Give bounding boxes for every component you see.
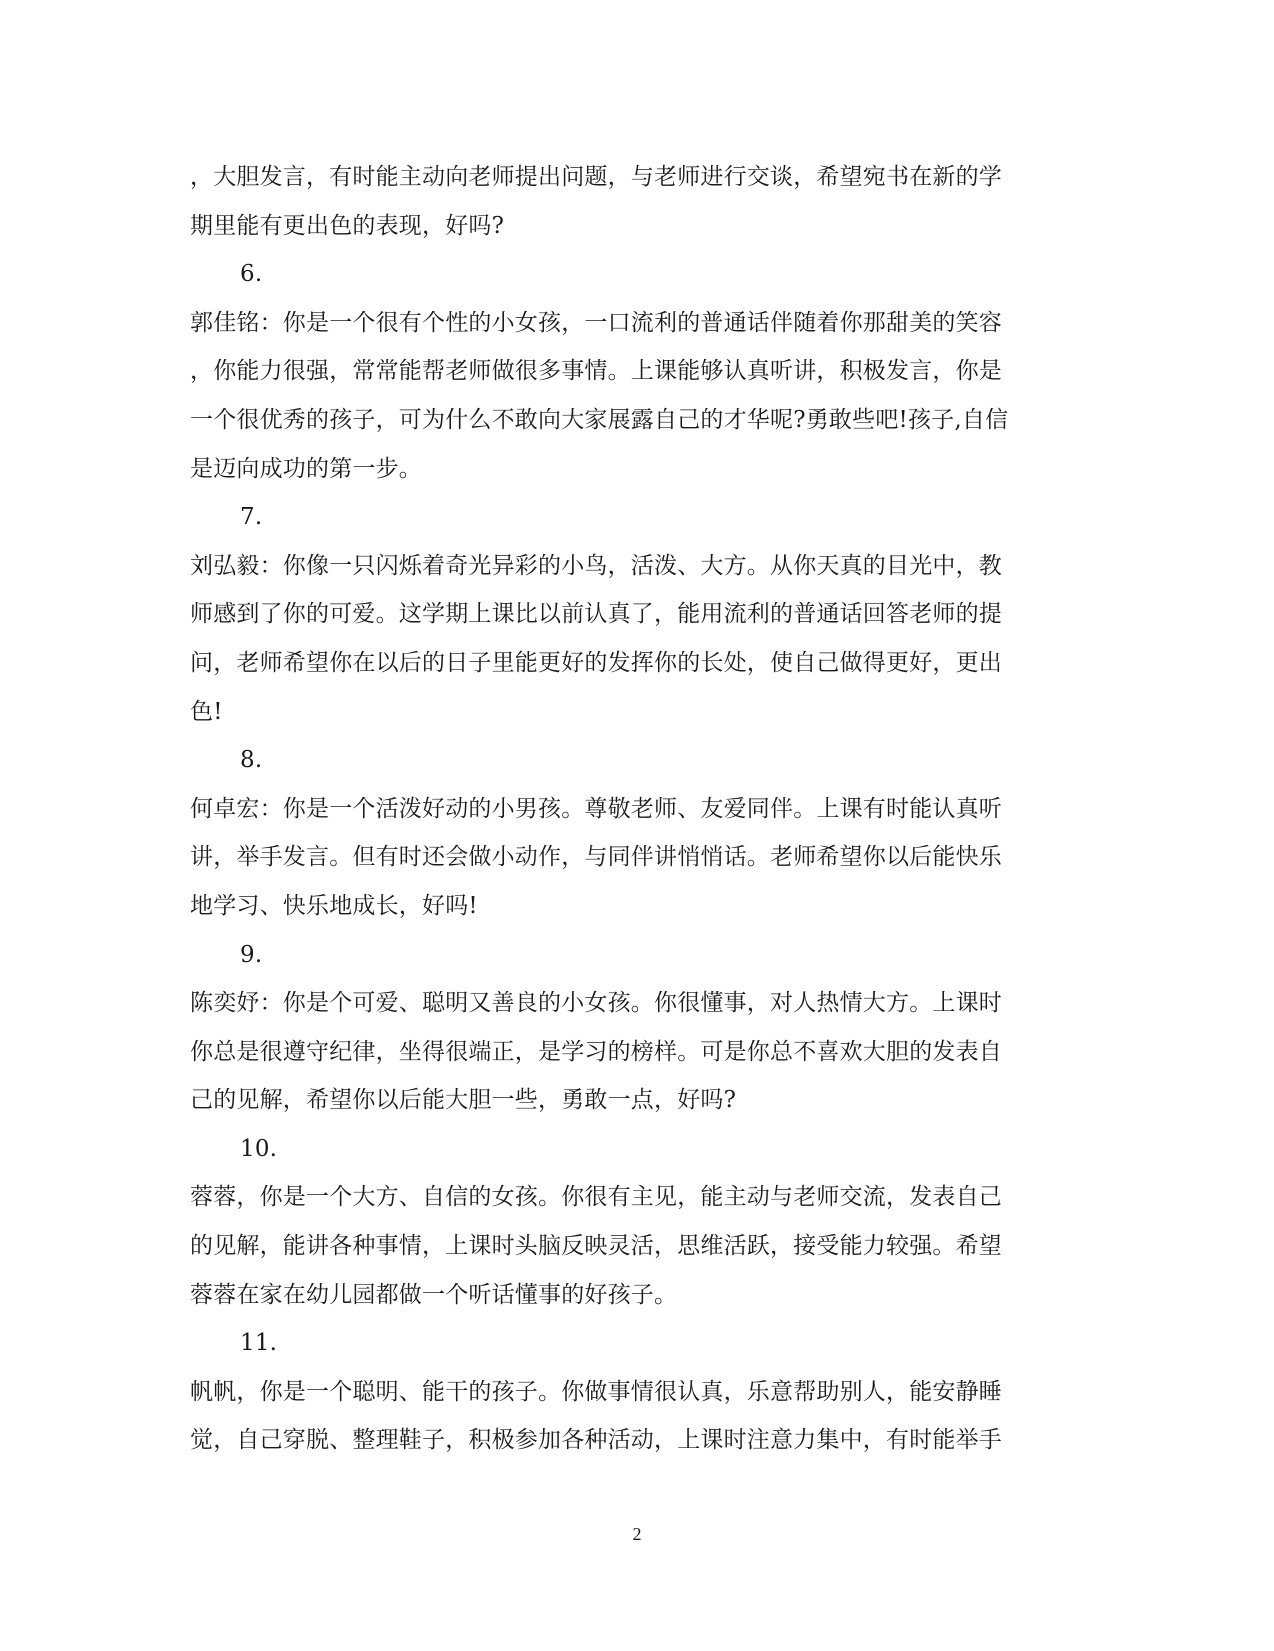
text-line: 问，老师希望你在以后的日子里能更好的发挥你的长处，使自己做得更好，更出: [190, 649, 1002, 676]
text-line: 帆帆，你是一个聪明、能干的孩子。你做事情很认真，乐意帮助别人，能安静睡: [190, 1378, 1002, 1405]
item-number: 10.: [240, 1135, 278, 1162]
text-line: 期里能有更出色的表现，好吗?: [190, 212, 505, 239]
document-body: [190, 153, 1080, 1465]
page-number: 2: [632, 1524, 642, 1544]
text-line: 你总是很遵守纪律，坐得很端正，是学习的榜样。可是你总不喜欢大胆的发表自: [190, 1038, 1002, 1065]
text-line: ，你能力很强，常常能帮老师做很多事情。上课能够认真听讲，积极发言，你是: [190, 358, 1002, 385]
text-line: 己的见解，希望你以后能大胆一些，勇敢一点，好吗?: [190, 1087, 737, 1114]
text-line: 蓉蓉在家在幼儿园都做一个听话懂事的好孩子。: [190, 1281, 678, 1308]
text-line: 的见解，能讲各种事情，上课时头脑反映灵活，思维活跃，接受能力较强。希望: [190, 1233, 1002, 1260]
item-number: 11.: [240, 1330, 278, 1357]
text-line: 何卓宏：你是一个活泼好动的小男孩。尊敬老师、友爱同伴。上课有时能认真听: [190, 795, 1002, 822]
text-line: ，大胆发言，有时能主动向老师提出问题，与老师进行交谈，希望宛书在新的学: [190, 164, 1002, 190]
text-line: 刘弘毅：你像一只闪烁着奇光异彩的小鸟，活泼、大方。从你天真的目光中，教: [190, 552, 1002, 579]
text-line: 陈奕妤：你是个可爱、聪明又善良的小女孩。你很懂事，对人热情大方。上课时: [190, 990, 1002, 1017]
item-number: 8.: [240, 747, 263, 774]
text-line: 觉，自己穿脱、整理鞋子，积极参加各种活动，上课时注意力集中，有时能举手: [190, 1427, 1002, 1454]
text-line: 郭佳铭：你是一个很有个性的小女孩，一口流利的普通话伴随着你那甜美的笑容: [190, 309, 1002, 336]
item-number: 9.: [240, 941, 263, 968]
text-line: 一个很优秀的孩子，可为什么不敢向大家展露自己的才华呢?勇敢些吧!孩子,自信: [190, 406, 1009, 433]
item-number: 7.: [240, 504, 263, 531]
text-line: 蓉蓉，你是一个大方、自信的女孩。你很有主见，能主动与老师交流，发表自己: [190, 1184, 1002, 1211]
text-line: 讲，举手发言。但有时还会做小动作，与同伴讲悄悄话。老师希望你以后能快乐: [190, 844, 1002, 871]
text-line: 是迈向成功的第一步。: [190, 455, 422, 482]
item-number: 6.: [240, 261, 263, 288]
text-line: 地学习、快乐地成长，好吗!: [190, 892, 478, 919]
text-line: 师感到了你的可爱。这学期上课比以前认真了，能用流利的普通话回答老师的提: [190, 601, 1002, 628]
text-line: 色!: [190, 698, 223, 725]
